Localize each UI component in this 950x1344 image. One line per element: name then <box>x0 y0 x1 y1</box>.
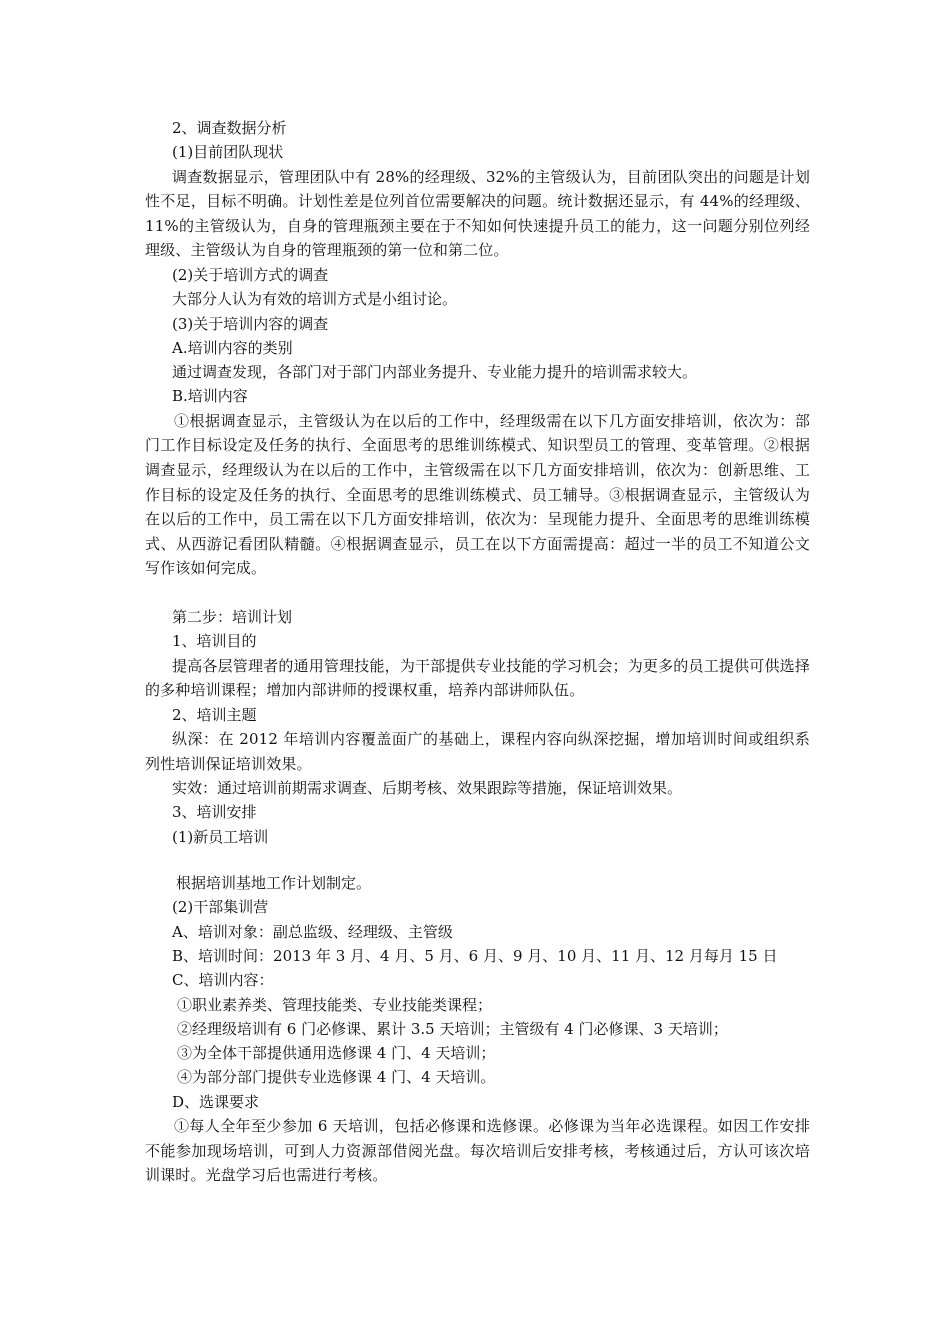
list-item: A、培训对象：副总监级、经理级、主管级 <box>172 922 453 941</box>
paragraph: 实效：通过培训前期需求调查、后期考核、效果跟踪等措施，保证培训效果。 <box>172 779 683 798</box>
paragraph: 根据培训基地工作计划制定。 <box>176 874 372 893</box>
paragraph: 通过调查发现，各部门对于部门内部业务提升、专业能力提升的培训需求较大。 <box>172 363 698 382</box>
spacer <box>145 849 810 871</box>
item-title: (2)干部集训营 <box>172 898 269 917</box>
paragraph: ①每人全年至少参加 6 天培训，包括必修课和选修课。必修课为当年必选课程。如因工作安排不能参加现场培训，可到人力资源部借阅光盘。每次培训后安排考核，考核通过后，方认可该次培训课时。光盘学习后也需进行考核。 <box>145 1117 810 1185</box>
list-item: ①职业素养类、管理技能类、专业技能类课程； <box>177 995 493 1014</box>
document-page <box>145 116 810 1188</box>
list-item: ④为部分部门提供专业选修课 4 门、4 天培训。 <box>177 1068 496 1087</box>
subsection-title: (3)关于培训内容的调查 <box>172 314 329 333</box>
list-item: C、培训内容： <box>172 971 274 990</box>
paragraph: 大部分人认为有效的培训方式是小组讨论。 <box>172 290 458 309</box>
subsection-title: 1、培训目的 <box>172 632 257 651</box>
paragraph: ①根据调查显示，主管级认为在以后的工作中，经理级需在以下几方面安排培训，依次为：部门工作目标设定及任务的执行、全面思考的思维训练模式、知识型员工的管理、变革管理。②根据调查显示，经理级认为在以后的工作中，主管级需在以下几方面安排培训，依次为：创新思维、工作目标的设定及任务的执行、全面思考的思维训练模式、员工辅导。③根据调查显示，主管级认为在以后的工作中，员工需在以下几方面安排培训，依次为：呈现能力提升、全面思考的思维训练模式、从西游记看团队精髓。④根据调查显示，员工在以下方面需提高：超过一半的员工不知道公文写作该如何完成。 <box>145 411 810 578</box>
paragraph: 纵深：在 2012 年培训内容覆盖面广的基础上，课程内容向纵深挖掘，增加培训时间或组织系列性培训保证培训效果。 <box>145 729 810 773</box>
list-item: B、培训时间：2013 年 3 月、4 月、5 月、6 月、9 月、10 月、11 月、12 月每月 15 日 <box>172 946 778 965</box>
spacer <box>145 581 810 605</box>
subsection-title: 2、培训主题 <box>172 705 257 724</box>
paragraph: 调查数据显示，管理团队中有 28%的经理级、32%的主管级认为，目前团队突出的问题是计划性不足，目标不明确。计划性差是位列首位需要解决的问题。统计数据还显示，有 44%的经理级、11%的主管级认为，自身的管理瓶颈主要在于不知如何快速提升员工的能力，这一问题分别位列经理级、主管级认为自身的管理瓶颈的第一位和第二位。 <box>145 167 810 260</box>
list-item: ③为全体干部提供通用选修课 4 门、4 天培训； <box>177 1044 496 1063</box>
item-title: B.培训内容 <box>172 387 248 406</box>
subsection-title: (2)关于培训方式的调查 <box>172 265 329 284</box>
subsection-title: 3、培训安排 <box>172 803 257 822</box>
paragraph: 提高各层管理者的通用管理技能，为干部提供专业技能的学习机会；为更多的员工提供可供选择的多种培训课程；增加内部讲师的授课权重，培养内部讲师队伍。 <box>145 656 810 700</box>
step-heading: 第二步：培训计划 <box>172 607 293 626</box>
section-heading: 2、调查数据分析 <box>172 119 287 137</box>
subsection-title: (1)目前团队现状 <box>172 143 284 162</box>
item-title: A.培训内容的类别 <box>172 338 293 357</box>
item-title: (1)新员工培训 <box>172 827 269 846</box>
list-item: ②经理级培训有 6 门必修课、累计 3.5 天培训；主管级有 4 门必修课、3 天培训； <box>177 1019 728 1038</box>
list-item: D、选课要求 <box>172 1092 260 1111</box>
